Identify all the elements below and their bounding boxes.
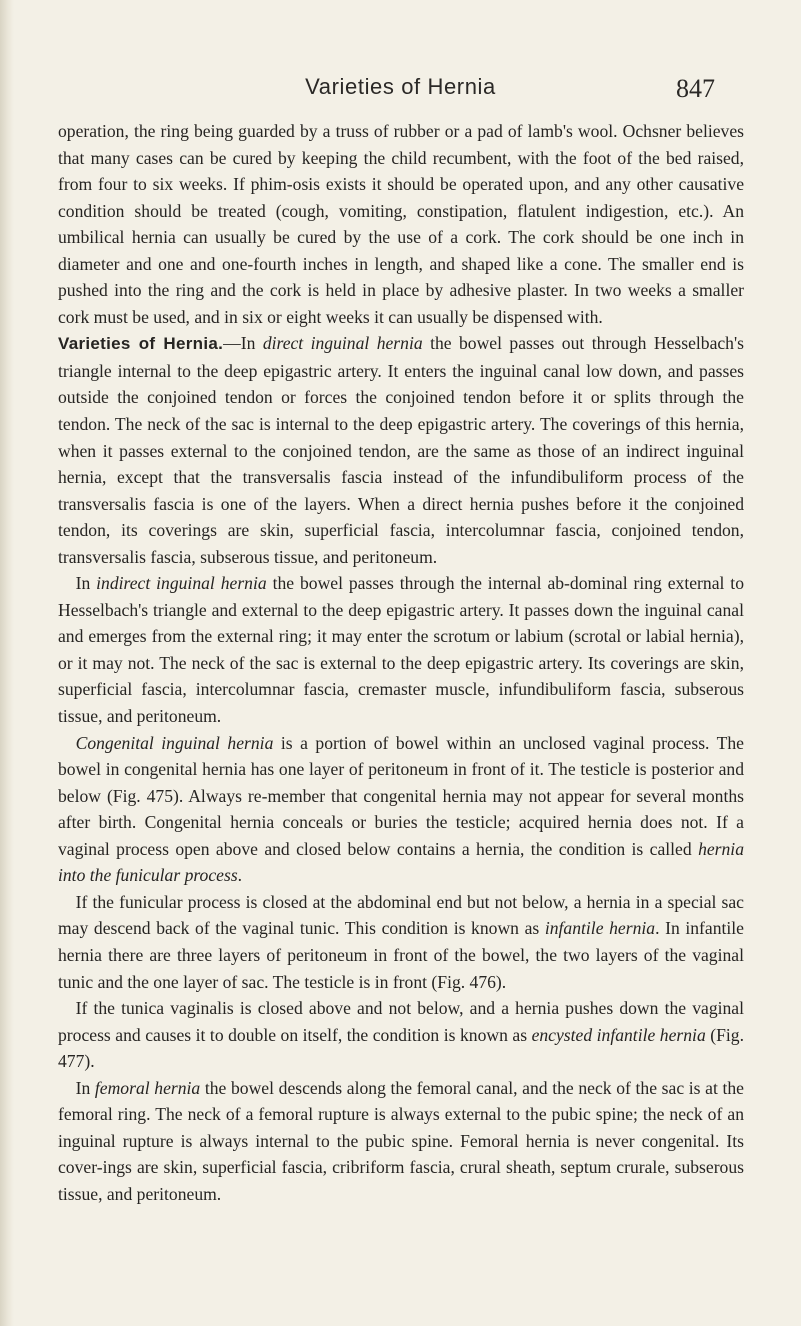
term-femoral: femoral hernia	[94, 1077, 201, 1098]
paragraph-encysted	[58, 995, 744, 1075]
paragraph-end: .	[237, 865, 243, 886]
paragraph-text: the bowel passes through the internal ab-dominal ring external to Hesselbach's triangle and external to the deep epigastric artery. It passes down the inguinal canal and emerges from the external ring; it may enter the scrotum or labium (scrotal or labial hernia), or it may not. The neck of the sac is external to the deep epigastric artery. Its coverings are skin, superficial fascia, intercolumnar fascia, cremaster muscle, infundibuliform fascia, subserous tissue, and peritoneum.	[58, 573, 744, 727]
body-text	[58, 118, 744, 1207]
paragraph-direct-inguinal	[58, 330, 744, 570]
paragraph-text-2: (Fig. 477).	[58, 1024, 744, 1072]
paragraph-cork-treatment	[58, 118, 744, 330]
page-number: 847	[676, 74, 715, 103]
term-encysted: encysted infantile hernia	[531, 1024, 706, 1045]
page-binding-shadow	[0, 0, 14, 1326]
paragraph-text: is a portion of bowel within an unclosed vaginal process. The bowel in congenital hernia has one layer of peritoneum in front of it. The testicle is posterior and below (Fig. 475). Always re-member that congenital hernia may not appear for several months after birth. Congenital hernia conceals or buries the testicle; acquired hernia does not. If a vaginal process open above and closed below contains a hernia, the condition is called	[58, 732, 744, 859]
paragraph-lead: In	[75, 1077, 95, 1098]
running-title: Varieties of Hernia	[305, 74, 496, 99]
paragraph-femoral	[58, 1075, 744, 1208]
section-heading: Varieties of Hernia.	[58, 334, 224, 354]
paragraph-congenital	[58, 730, 744, 889]
term-indirect-inguinal: indirect inguinal hernia	[96, 573, 267, 594]
term-congenital: Congenital inguinal hernia	[75, 732, 274, 753]
paragraph-infantile	[58, 889, 744, 995]
term-direct-inguinal: direct inguinal hernia	[262, 333, 423, 354]
paragraph-text-2: . In infantile hernia there are three layers of peritoneum in front of the bowel, the two layers of the vaginal tunic and the one layer of sac. The testicle is in front (Fig. 476).	[58, 918, 744, 992]
paragraph-text: If the funicular process is closed at the abdominal end but not below, a hernia in a special sac may descend back of the vaginal tunic. This condition is known as	[58, 891, 744, 939]
term-infantile: infantile hernia	[544, 918, 656, 939]
paragraph-text: the bowel passes out through Hesselbach's triangle internal to the deep epigastric artery. It enters the inguinal canal low down, and passes outside the conjoined tendon or forces the conjoined tendon before it or splits through the tendon. The neck of the sac is internal to the deep epigastric artery. The coverings of this hernia, when it passes external to the conjoined tendon, are the same as those of an indirect inguinal hernia, except that the transversalis fascia instead of the infundibuliform process of the transversalis fascia is one of the layers. When a direct hernia pushes before it the conjoined tendon, its coverings are skin, superficial fascia, intercolumnar fascia, conjoined tendon, transversalis fascia, subserous tissue, and peritoneum.	[58, 333, 744, 567]
paragraph-lead: In	[75, 573, 97, 594]
heading-dash: —In	[223, 333, 263, 354]
paragraph-text: the bowel descends along the femoral canal, and the neck of the sac is at the femoral ring. The neck of a femoral rupture is always external to the pubic spine; the neck of an inguinal rupture is always internal to the pubic spine. Femoral hernia is never congenital. Its cover-ings are skin, superficial fascia, cribriform fascia, crural sheath, septum crurale, subserous tissue, and peritoneum.	[58, 1077, 744, 1204]
paragraph-text: operation, the ring being guarded by a truss of rubber or a pad of lamb's wool. Ochsner believes that many cases can be cured by keeping the child recumbent, with the foot of the bed raised, from four to six weeks. If phim-osis exists it should be operated upon, and any other causative condition should be treated (cough, vomiting, constipation, flatulent indigestion, etc.). An umbilical hernia can usually be cured by the use of a cork. The cork should be one inch in diameter and one and one-fourth inches in length, and shaped like a cone. The smaller end is pushed into the ring and the cork is held in place by adhesive plaster. In two weeks a smaller cork must be used, and in six or eight weeks it can usually be dispensed with.	[58, 121, 744, 327]
term-funicular: hernia into the funicular process	[58, 838, 744, 886]
page-header	[0, 74, 801, 104]
paragraph-text: If the tunica vaginalis is closed above and not below, and a hernia pushes down the vaginal process and causes it to double on itself, the condition is known as	[58, 998, 744, 1045]
paragraph-indirect-inguinal	[58, 570, 744, 729]
